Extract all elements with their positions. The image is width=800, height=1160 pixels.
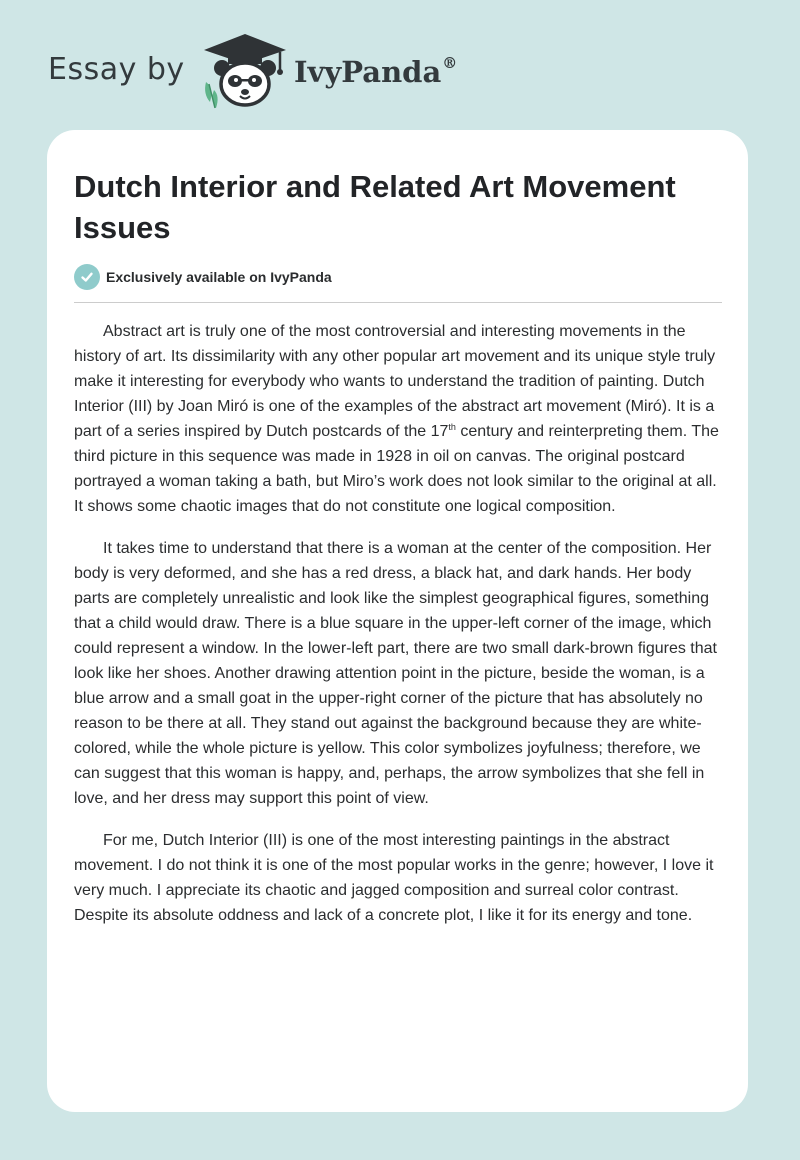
paragraph-1	[74, 319, 726, 519]
paragraph-3: For me, Dutch Interior (III) is one of the most interesting paintings in the abstract movement. I do not think it is one of the most popular works in the genre; however, I love it very much. I appreciate its chaotic and jagged composition and surreal color contrast. Despite its absolute oddness and lack of a concrete plot, I like it for its energy and tone.	[74, 832, 714, 924]
check-circle-icon	[74, 264, 100, 290]
paragraph-1-text: Abstract art is truly one of the most controversial and interesting movements in the history of art. Its dissimilarity with any other popular art movement and its unique style truly make it interesting for everybody who wants to understand the tradition of painting. Dutch Interior (III) by Joan Miró is one of the examples of the abstract art movement (Miró). It is a part of a series inspired by Dutch postcards of the 17	[74, 323, 716, 440]
site-header	[48, 30, 548, 110]
paragraph-2: It takes time to understand that there is a woman at the center of the composition. Her body is very deformed, and she has a red dress, a black hat, and dark hands. Her body parts are completely unrealistic and look like the simplest geographical figures, something that a child would draw. There is a blue square in the upper-left corner of the image, which could represent a window. In the lower-left part, there are two small dark-brown figures that look like her shoes. Another drawing attention point in the picture, beside the woman, is a blue arrow and a small goat in the upper-right corner of the picture that has absolutely no reason to be there at all. They stand out against the background because they are white-colored, while the whole picture is yellow. This color symbolizes joyfulness; therefore, we can suggest that this woman is happy, and, perhaps, the arrow symbolizes that she fell in love, and her dress may support this point of view.	[74, 540, 717, 807]
brand-name[interactable]	[294, 54, 457, 89]
brand-name-text: IvyPanda	[294, 55, 442, 89]
exclusive-label: Exclusively available on IvyPanda	[106, 269, 332, 285]
essay-card	[47, 130, 748, 1112]
registered-mark: ®	[442, 54, 458, 72]
page-title: Dutch Interior and Related Art Movement Issues	[74, 169, 676, 245]
essay-by-label: Essay by	[48, 52, 185, 87]
divider	[74, 302, 722, 303]
exclusive-badge	[74, 263, 332, 291]
superscript-th: th	[448, 422, 456, 432]
paragraph-1-text-continued: century and reinterpreting them. The third picture in this sequence was made in 1928 in oil on canvas. The original postcard portrayed a woman taking a bath, but Miro’s work does not look similar to the original at all. It shows some chaotic images that do not constitute one logical composition.	[74, 423, 719, 515]
essay-body	[74, 319, 726, 945]
panda-graduate-icon	[200, 32, 290, 110]
